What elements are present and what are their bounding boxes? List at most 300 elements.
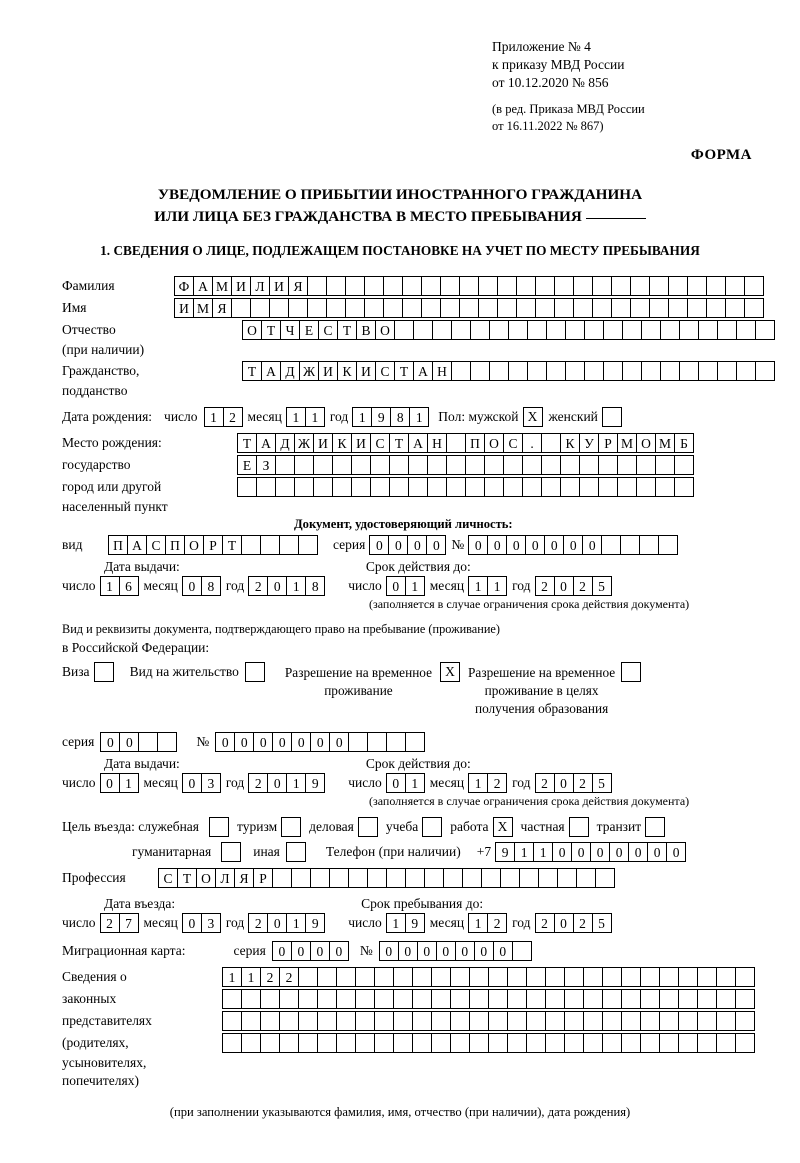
char-cell[interactable] [250, 298, 270, 318]
char-cell[interactable]: 0 [590, 842, 610, 862]
char-cell[interactable] [355, 1033, 375, 1053]
char-cell[interactable] [560, 455, 580, 475]
name-input[interactable] [174, 298, 763, 318]
birthplace-input-row-3[interactable] [237, 477, 693, 497]
char-cell[interactable] [655, 455, 675, 475]
char-cell[interactable]: Т [237, 433, 257, 453]
doc-number-input[interactable] [468, 535, 677, 555]
char-cell[interactable]: 0 [436, 941, 456, 961]
char-cell[interactable] [465, 455, 485, 475]
char-cell[interactable]: Ч [280, 320, 300, 340]
char-cell[interactable] [367, 868, 387, 888]
char-cell[interactable] [507, 989, 527, 1009]
char-cell[interactable] [697, 989, 717, 1009]
char-cell[interactable] [451, 320, 471, 340]
char-cell[interactable] [317, 989, 337, 1009]
char-cell[interactable] [706, 276, 726, 296]
doc-issue-year-input[interactable] [248, 576, 324, 596]
char-cell[interactable] [348, 868, 368, 888]
char-cell[interactable] [545, 967, 565, 987]
char-cell[interactable] [317, 1033, 337, 1053]
char-cell[interactable] [317, 1011, 337, 1031]
char-cell[interactable] [659, 1011, 679, 1031]
char-cell[interactable] [564, 967, 584, 987]
char-cell[interactable] [348, 732, 368, 752]
char-cell[interactable] [595, 868, 615, 888]
char-cell[interactable]: 1 [514, 842, 534, 862]
char-cell[interactable]: К [332, 433, 352, 453]
char-cell[interactable]: О [375, 320, 395, 340]
char-cell[interactable] [649, 298, 669, 318]
char-cell[interactable]: Е [237, 455, 257, 475]
char-cell[interactable] [602, 1011, 622, 1031]
char-cell[interactable]: И [313, 433, 333, 453]
temp-residence-checkbox[interactable]: Х [440, 662, 460, 682]
char-cell[interactable] [405, 732, 425, 752]
char-cell[interactable]: 9 [305, 773, 325, 793]
char-cell[interactable] [601, 535, 621, 555]
char-cell[interactable] [538, 868, 558, 888]
char-cell[interactable] [602, 1033, 622, 1053]
char-cell[interactable] [744, 298, 764, 318]
permit-valid-day-input[interactable] [386, 773, 424, 793]
char-cell[interactable] [294, 477, 314, 497]
char-cell[interactable] [370, 455, 390, 475]
char-cell[interactable] [636, 455, 656, 475]
char-cell[interactable] [374, 989, 394, 1009]
purpose-private-checkbox[interactable] [569, 817, 589, 837]
char-cell[interactable] [279, 1033, 299, 1053]
char-cell[interactable] [459, 298, 479, 318]
char-cell[interactable] [481, 868, 501, 888]
char-cell[interactable] [432, 320, 452, 340]
char-cell[interactable] [659, 989, 679, 1009]
char-cell[interactable]: А [413, 361, 433, 381]
visa-checkbox[interactable] [94, 662, 114, 682]
legal-rep-input-row-3[interactable] [222, 1011, 754, 1031]
char-cell[interactable]: 2 [248, 913, 268, 933]
char-cell[interactable] [639, 535, 659, 555]
char-cell[interactable]: Л [215, 868, 235, 888]
char-cell[interactable] [288, 298, 308, 318]
char-cell[interactable] [367, 732, 387, 752]
char-cell[interactable]: 0 [647, 842, 667, 862]
char-cell[interactable] [470, 361, 490, 381]
char-cell[interactable] [640, 1011, 660, 1031]
char-cell[interactable]: М [617, 433, 637, 453]
char-cell[interactable]: 1 [468, 576, 488, 596]
char-cell[interactable] [716, 1033, 736, 1053]
entry-month-input[interactable] [182, 913, 220, 933]
char-cell[interactable] [329, 868, 349, 888]
char-cell[interactable]: П [465, 433, 485, 453]
char-cell[interactable] [393, 967, 413, 987]
birth-year-input[interactable] [352, 407, 428, 427]
char-cell[interactable] [489, 361, 509, 381]
char-cell[interactable]: 7 [119, 913, 139, 933]
char-cell[interactable] [674, 477, 694, 497]
doc-kind-input[interactable] [108, 535, 317, 555]
stay-month-input[interactable] [468, 913, 506, 933]
char-cell[interactable]: Т [242, 361, 262, 381]
char-cell[interactable] [735, 989, 755, 1009]
char-cell[interactable] [386, 868, 406, 888]
legal-rep-input-row-4[interactable] [222, 1033, 754, 1053]
char-cell[interactable] [617, 455, 637, 475]
char-cell[interactable] [260, 535, 280, 555]
char-cell[interactable] [462, 868, 482, 888]
permit-number-input[interactable] [215, 732, 424, 752]
char-cell[interactable]: 0 [386, 773, 406, 793]
char-cell[interactable]: Д [280, 361, 300, 381]
char-cell[interactable] [459, 276, 479, 296]
char-cell[interactable] [336, 989, 356, 1009]
stay-year-input[interactable] [535, 913, 611, 933]
doc-valid-month-input[interactable] [468, 576, 506, 596]
char-cell[interactable] [412, 1033, 432, 1053]
char-cell[interactable] [735, 1033, 755, 1053]
char-cell[interactable]: 0 [544, 535, 564, 555]
char-cell[interactable]: Т [177, 868, 197, 888]
char-cell[interactable]: 0 [267, 773, 287, 793]
char-cell[interactable]: О [184, 535, 204, 555]
char-cell[interactable] [621, 989, 641, 1009]
char-cell[interactable] [503, 477, 523, 497]
char-cell[interactable]: 1 [468, 913, 488, 933]
char-cell[interactable] [649, 276, 669, 296]
char-cell[interactable]: Р [598, 433, 618, 453]
char-cell[interactable]: 0 [267, 576, 287, 596]
char-cell[interactable] [598, 477, 618, 497]
char-cell[interactable]: 0 [215, 732, 235, 752]
char-cell[interactable]: 9 [495, 842, 515, 862]
char-cell[interactable] [427, 455, 447, 475]
char-cell[interactable]: 9 [405, 913, 425, 933]
char-cell[interactable] [345, 298, 365, 318]
char-cell[interactable] [256, 477, 276, 497]
char-cell[interactable]: Д [275, 433, 295, 453]
char-cell[interactable] [431, 1033, 451, 1053]
char-cell[interactable] [687, 276, 707, 296]
char-cell[interactable] [630, 298, 650, 318]
char-cell[interactable] [484, 477, 504, 497]
char-cell[interactable]: 0 [666, 842, 686, 862]
char-cell[interactable]: Ф [174, 276, 194, 296]
char-cell[interactable] [717, 361, 737, 381]
char-cell[interactable] [355, 989, 375, 1009]
char-cell[interactable]: 0 [329, 941, 349, 961]
char-cell[interactable] [641, 361, 661, 381]
char-cell[interactable]: Ж [299, 361, 319, 381]
char-cell[interactable]: 1 [405, 773, 425, 793]
char-cell[interactable]: 0 [182, 576, 202, 596]
char-cell[interactable] [374, 967, 394, 987]
char-cell[interactable]: 0 [386, 576, 406, 596]
char-cell[interactable] [507, 967, 527, 987]
legal-rep-input-row-1[interactable] [222, 967, 754, 987]
char-cell[interactable] [735, 967, 755, 987]
char-cell[interactable]: 0 [628, 842, 648, 862]
char-cell[interactable] [374, 1011, 394, 1031]
permit-issue-day-input[interactable] [100, 773, 138, 793]
char-cell[interactable] [450, 967, 470, 987]
char-cell[interactable]: 1 [409, 407, 429, 427]
char-cell[interactable]: 0 [525, 535, 545, 555]
char-cell[interactable] [541, 477, 561, 497]
char-cell[interactable]: С [158, 868, 178, 888]
char-cell[interactable] [583, 1011, 603, 1031]
char-cell[interactable]: 0 [417, 941, 437, 961]
char-cell[interactable] [522, 477, 542, 497]
char-cell[interactable]: Т [222, 535, 242, 555]
char-cell[interactable] [424, 868, 444, 888]
char-cell[interactable]: 2 [223, 407, 243, 427]
char-cell[interactable] [659, 967, 679, 987]
char-cell[interactable]: 1 [286, 576, 306, 596]
char-cell[interactable]: 2 [573, 913, 593, 933]
char-cell[interactable]: У [579, 433, 599, 453]
char-cell[interactable] [298, 535, 318, 555]
char-cell[interactable] [446, 433, 466, 453]
char-cell[interactable]: 0 [426, 535, 446, 555]
char-cell[interactable] [592, 298, 612, 318]
char-cell[interactable] [507, 1011, 527, 1031]
char-cell[interactable]: 2 [248, 773, 268, 793]
char-cell[interactable] [488, 989, 508, 1009]
stay-day-input[interactable] [386, 913, 424, 933]
entry-year-input[interactable] [248, 913, 324, 933]
char-cell[interactable] [579, 477, 599, 497]
char-cell[interactable] [508, 361, 528, 381]
edu-residence-checkbox[interactable] [621, 662, 641, 682]
char-cell[interactable]: 0 [234, 732, 254, 752]
char-cell[interactable]: С [146, 535, 166, 555]
char-cell[interactable] [440, 298, 460, 318]
char-cell[interactable]: 0 [554, 913, 574, 933]
char-cell[interactable] [660, 361, 680, 381]
char-cell[interactable] [755, 361, 775, 381]
char-cell[interactable] [336, 1011, 356, 1031]
char-cell[interactable]: О [484, 433, 504, 453]
char-cell[interactable] [307, 298, 327, 318]
char-cell[interactable] [222, 1011, 242, 1031]
char-cell[interactable]: 0 [253, 732, 273, 752]
char-cell[interactable] [310, 868, 330, 888]
char-cell[interactable] [603, 361, 623, 381]
char-cell[interactable] [412, 967, 432, 987]
char-cell[interactable]: 0 [455, 941, 475, 961]
char-cell[interactable]: 0 [571, 842, 591, 862]
char-cell[interactable] [332, 455, 352, 475]
char-cell[interactable] [660, 320, 680, 340]
char-cell[interactable]: С [318, 320, 338, 340]
purpose-tourism-checkbox[interactable] [281, 817, 301, 837]
char-cell[interactable] [241, 989, 261, 1009]
char-cell[interactable] [560, 477, 580, 497]
char-cell[interactable] [298, 967, 318, 987]
char-cell[interactable]: 3 [201, 773, 221, 793]
char-cell[interactable] [603, 320, 623, 340]
char-cell[interactable] [744, 276, 764, 296]
char-cell[interactable] [519, 868, 539, 888]
char-cell[interactable]: 2 [279, 967, 299, 987]
char-cell[interactable] [554, 298, 574, 318]
char-cell[interactable]: 0 [310, 941, 330, 961]
char-cell[interactable] [332, 477, 352, 497]
char-cell[interactable] [687, 298, 707, 318]
char-cell[interactable] [736, 361, 756, 381]
char-cell[interactable] [402, 298, 422, 318]
char-cell[interactable] [725, 298, 745, 318]
migration-series-input[interactable] [272, 941, 348, 961]
char-cell[interactable]: К [337, 361, 357, 381]
char-cell[interactable] [621, 1033, 641, 1053]
permit-issue-year-input[interactable] [248, 773, 324, 793]
char-cell[interactable]: 0 [552, 842, 572, 862]
char-cell[interactable]: 0 [329, 732, 349, 752]
char-cell[interactable] [408, 455, 428, 475]
char-cell[interactable]: Т [394, 361, 414, 381]
char-cell[interactable] [565, 320, 585, 340]
char-cell[interactable]: 5 [592, 576, 612, 596]
char-cell[interactable] [602, 967, 622, 987]
char-cell[interactable] [526, 967, 546, 987]
char-cell[interactable]: И [356, 361, 376, 381]
char-cell[interactable] [503, 455, 523, 475]
char-cell[interactable] [641, 320, 661, 340]
char-cell[interactable] [275, 477, 295, 497]
char-cell[interactable]: 0 [609, 842, 629, 862]
char-cell[interactable] [564, 989, 584, 1009]
migration-number-input[interactable] [379, 941, 531, 961]
char-cell[interactable] [489, 320, 509, 340]
char-cell[interactable]: Р [253, 868, 273, 888]
char-cell[interactable] [516, 298, 536, 318]
char-cell[interactable] [484, 455, 504, 475]
char-cell[interactable] [636, 477, 656, 497]
char-cell[interactable] [279, 1011, 299, 1031]
birthplace-input-row-1[interactable] [237, 433, 693, 453]
char-cell[interactable] [526, 1033, 546, 1053]
char-cell[interactable]: Т [389, 433, 409, 453]
char-cell[interactable]: Т [337, 320, 357, 340]
purpose-humanitarian-checkbox[interactable] [221, 842, 241, 862]
char-cell[interactable] [564, 1033, 584, 1053]
char-cell[interactable] [698, 320, 718, 340]
char-cell[interactable] [450, 1011, 470, 1031]
surname-input[interactable] [174, 276, 763, 296]
char-cell[interactable] [231, 298, 251, 318]
doc-valid-day-input[interactable] [386, 576, 424, 596]
char-cell[interactable]: 1 [286, 773, 306, 793]
char-cell[interactable]: А [408, 433, 428, 453]
birthplace-input-row-2[interactable] [237, 455, 693, 475]
char-cell[interactable]: 0 [291, 732, 311, 752]
char-cell[interactable]: 1 [119, 773, 139, 793]
char-cell[interactable] [697, 1011, 717, 1031]
char-cell[interactable] [621, 1011, 641, 1031]
char-cell[interactable]: 2 [573, 773, 593, 793]
char-cell[interactable] [307, 276, 327, 296]
char-cell[interactable]: В [356, 320, 376, 340]
char-cell[interactable] [317, 967, 337, 987]
char-cell[interactable]: А [127, 535, 147, 555]
char-cell[interactable] [526, 989, 546, 1009]
birth-day-input[interactable] [204, 407, 242, 427]
char-cell[interactable]: 8 [305, 576, 325, 596]
char-cell[interactable]: 1 [405, 576, 425, 596]
char-cell[interactable] [465, 477, 485, 497]
char-cell[interactable] [516, 276, 536, 296]
char-cell[interactable] [678, 1011, 698, 1031]
char-cell[interactable]: 2 [248, 576, 268, 596]
char-cell[interactable] [421, 298, 441, 318]
char-cell[interactable] [470, 320, 490, 340]
char-cell[interactable] [541, 433, 561, 453]
char-cell[interactable]: 0 [582, 535, 602, 555]
char-cell[interactable]: 2 [260, 967, 280, 987]
doc-valid-year-input[interactable] [535, 576, 611, 596]
char-cell[interactable] [497, 298, 517, 318]
char-cell[interactable]: И [269, 276, 289, 296]
char-cell[interactable] [697, 1033, 717, 1053]
char-cell[interactable] [222, 989, 242, 1009]
char-cell[interactable]: А [256, 433, 276, 453]
char-cell[interactable] [497, 276, 517, 296]
char-cell[interactable]: С [375, 361, 395, 381]
char-cell[interactable] [583, 1033, 603, 1053]
char-cell[interactable] [260, 989, 280, 1009]
char-cell[interactable] [573, 276, 593, 296]
char-cell[interactable] [237, 477, 257, 497]
char-cell[interactable]: Т [261, 320, 281, 340]
char-cell[interactable] [478, 276, 498, 296]
char-cell[interactable] [241, 1011, 261, 1031]
char-cell[interactable] [554, 276, 574, 296]
char-cell[interactable] [602, 989, 622, 1009]
char-cell[interactable] [500, 868, 520, 888]
char-cell[interactable] [622, 361, 642, 381]
permit-issue-month-input[interactable] [182, 773, 220, 793]
permit-valid-month-input[interactable] [468, 773, 506, 793]
char-cell[interactable]: 1 [286, 913, 306, 933]
char-cell[interactable] [260, 1033, 280, 1053]
char-cell[interactable] [272, 868, 292, 888]
char-cell[interactable] [617, 477, 637, 497]
char-cell[interactable] [478, 298, 498, 318]
char-cell[interactable]: 0 [506, 535, 526, 555]
char-cell[interactable]: 0 [379, 941, 399, 961]
char-cell[interactable]: П [165, 535, 185, 555]
char-cell[interactable] [412, 989, 432, 1009]
char-cell[interactable] [326, 276, 346, 296]
char-cell[interactable] [393, 1033, 413, 1053]
char-cell[interactable] [374, 1033, 394, 1053]
char-cell[interactable]: 1 [487, 576, 507, 596]
char-cell[interactable]: 2 [535, 576, 555, 596]
purpose-other-checkbox[interactable] [286, 842, 306, 862]
char-cell[interactable]: 0 [468, 535, 488, 555]
char-cell[interactable] [298, 1033, 318, 1053]
char-cell[interactable] [469, 1033, 489, 1053]
char-cell[interactable] [668, 276, 688, 296]
char-cell[interactable] [658, 535, 678, 555]
char-cell[interactable] [535, 276, 555, 296]
char-cell[interactable] [488, 967, 508, 987]
char-cell[interactable] [668, 298, 688, 318]
char-cell[interactable]: С [370, 433, 390, 453]
sex-male-checkbox[interactable]: Х [523, 407, 543, 427]
